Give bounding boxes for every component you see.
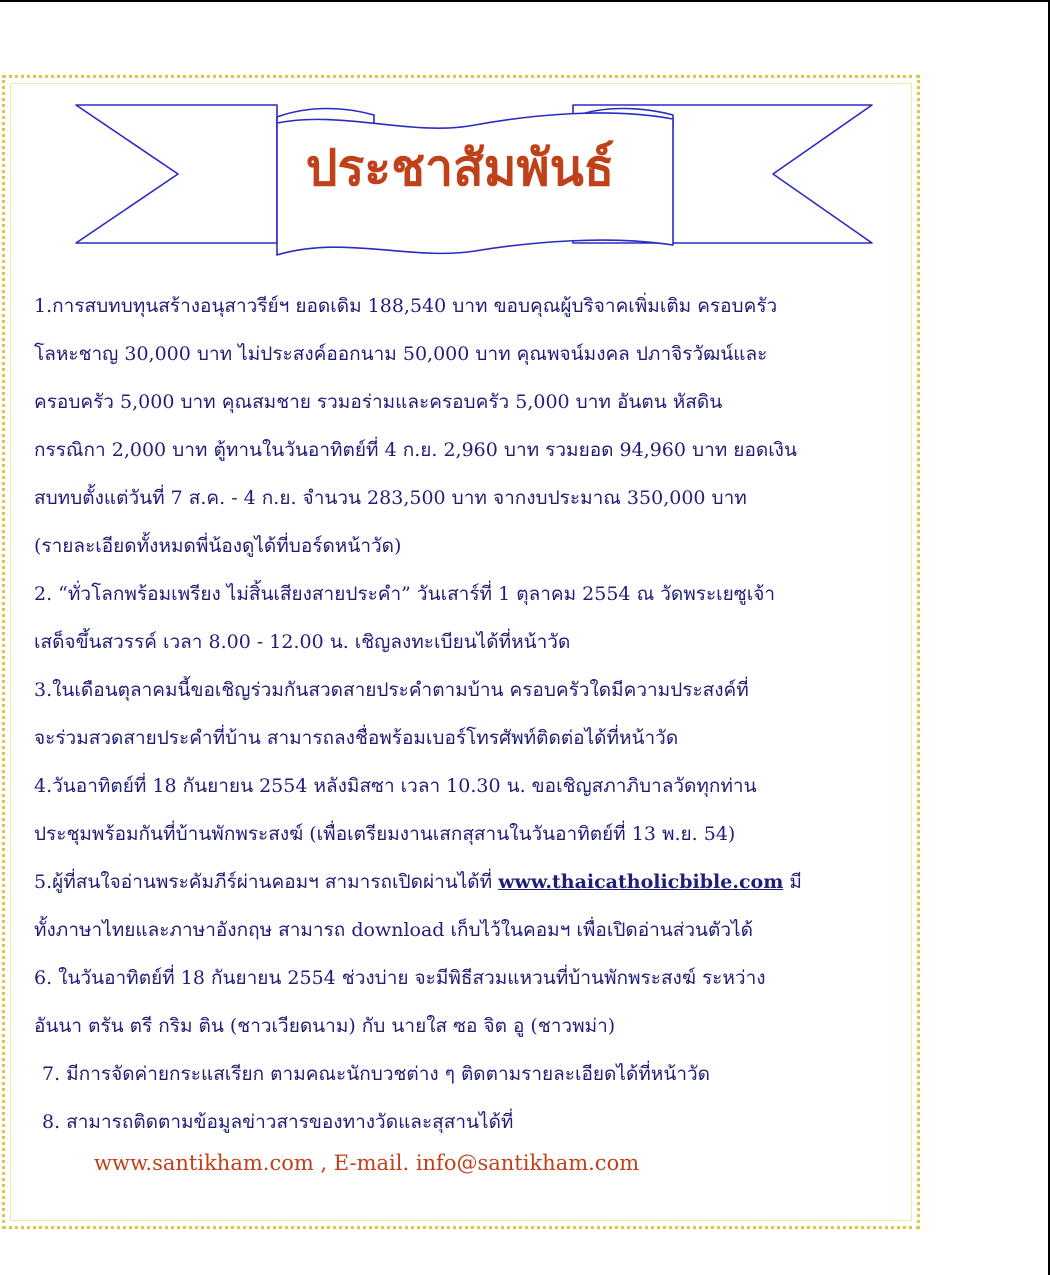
text-line: 6. ในวันอาทิตย์ที่ 18 กันยายน 2554 ช่วงบ่าย จะมีพิธีสวมแหวนที่บ้านพักพระสงฆ์ ระหว่าง (34, 967, 766, 989)
bible-website-link[interactable]: www.thaicatholicbible.com (498, 871, 784, 893)
announcement-item-4 (34, 762, 886, 858)
text-line: ทั้งภาษาไทยและภาษาอังกฤษ สามารถ download เก็บไว้ในคอมฯ เพื่อเปิดอ่านส่วนตัวได้ (34, 919, 753, 941)
text-segment: 5.ผู้ที่สนใจอ่านพระคัมภีร์ผ่านคอมฯ สามารถเปิดผ่านได้ที่ (34, 871, 499, 893)
text-line: ประชุมพร้อมกันที่บ้านพักพระสงฆ์ (เพื่อเตรียมงานเสกสุสานในวันอาทิตย์ที่ 13 พ.ย. 54) (34, 823, 736, 845)
text-line: เสด็จขึ้นสวรรค์ เวลา 8.00 - 12.00 น. เชิญลงทะเบียนได้ที่หน้าวัด (34, 631, 571, 653)
text-line: 2. “ทั่วโลกพร้อมเพรียง ไม่สิ้นเสียงสายประคำ” วันเสาร์ที่ 1 ตุลาคม 2554 ณ วัดพระเยซูเจ้า (34, 583, 775, 605)
announcement-item-3 (34, 666, 886, 762)
text-segment: มี (783, 871, 802, 893)
text-line: 4.วันอาทิตย์ที่ 18 กันยายน 2554 หลังมิสซา เวลา 10.30 น. ขอเชิญสภาภิบาลวัดทุกท่าน (34, 775, 757, 797)
page-title: ประชาสัมพันธ์ (305, 138, 615, 197)
text-line: 8. สามารถติดตามข้อมูลข่าวสารของทางวัดและสุสานได้ที่ (42, 1111, 514, 1133)
text-line: (รายละเอียดทั้งหมดพี่น้องดูได้ที่บอร์ดหน้าวัด) (34, 535, 402, 557)
text-line: อันนา ตรัน ตรี กริม ติน (ชาวเวียดนาม) กับ นายใส ซอ จิต อู (ชาวพม่า) (34, 1015, 616, 1037)
text-line: จะร่วมสวดสายประคำที่บ้าน สามารถลงชื่อพร้อมเบอร์โทรศัพท์ติดต่อได้ที่หน้าวัด (34, 727, 679, 749)
announcement-item-7 (34, 1050, 886, 1098)
text-line: โลหะชาญ 30,000 บาท ไม่ประสงค์ออกนาม 50,000 บาท คุณพจน์มงคล ปภาจิรวัฒน์และ (34, 343, 768, 365)
text-line: 7. มีการจัดค่ายกระแสเรียก ตามคณะนักบวชต่าง ๆ ติดตามรายละเอียดได้ที่หน้าวัด (42, 1063, 710, 1085)
text-line (34, 858, 886, 906)
contact-footer: www.santikham.com , E-mail. info@santikham.com (94, 1151, 640, 1175)
announcement-item-5 (34, 858, 886, 954)
text-line: 1.การสบทบทุนสร้างอนุสาวรีย์ฯ ยอดเดิม 188,540 บาท ขอบคุณผู้บริจาคเพิ่มเติม ครอบครัว (34, 295, 778, 317)
announcement-item-8 (34, 1098, 886, 1146)
announcement-item-6 (34, 954, 886, 1050)
announcement-item-2 (34, 570, 886, 666)
top-rule (0, 0, 1050, 2)
text-line: 3.ในเดือนตุลาคมนี้ขอเชิญร่วมกันสวดสายประคำตามบ้าน ครอบครัวใดมีความประสงค์ที่ (34, 679, 749, 701)
announcement-list (34, 282, 886, 1146)
text-line: ครอบครัว 5,000 บาท คุณสมชาย รวมอร่ามและครอบครัว 5,000 บาท อันตน หัสดิน (34, 391, 723, 413)
announcement-item-1 (34, 282, 886, 570)
text-line: กรรณิกา 2,000 บาท ตู้ทานในวันอาทิตย์ที่ 4 ก.ย. 2,960 บาท รวมยอด 94,960 บาท ยอดเงิน (34, 439, 797, 461)
text-line: สบทบตั้งแต่วันที่ 7 ส.ค. - 4 ก.ย. จำนวน 283,500 บาท จากงบประมาณ 350,000 บาท (34, 487, 747, 509)
